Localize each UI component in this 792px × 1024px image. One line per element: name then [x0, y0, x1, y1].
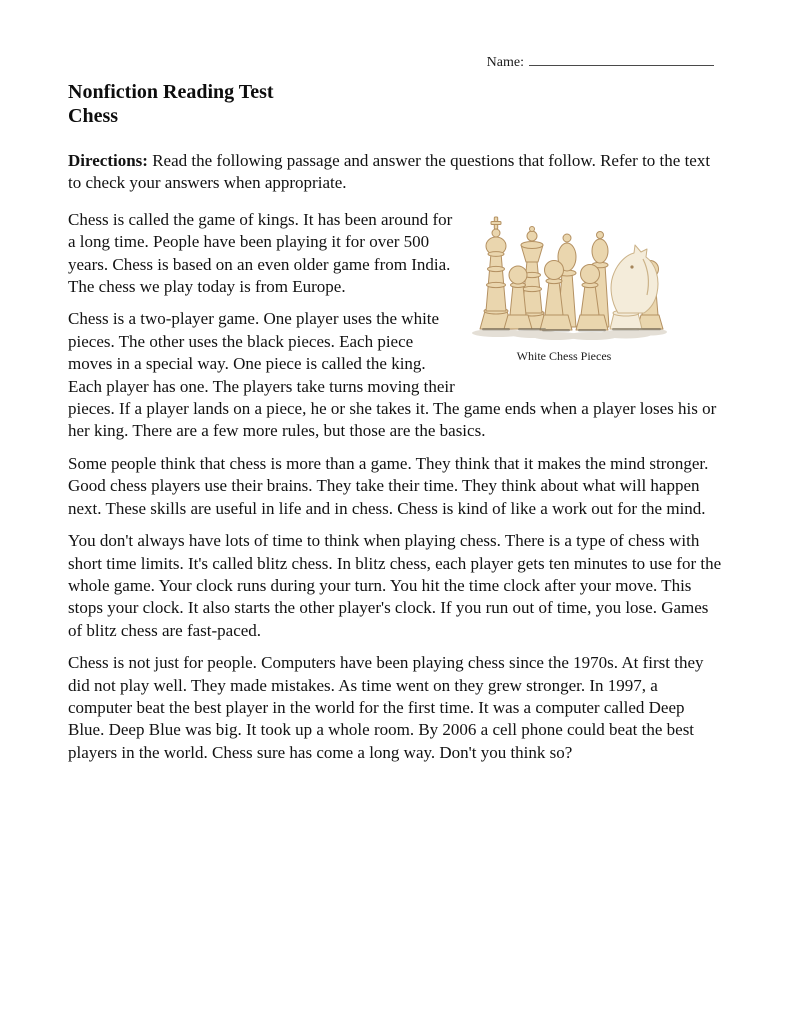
name-row	[68, 52, 714, 72]
chess-pieces-image	[472, 209, 722, 347]
passage-paragraph-3: Some people think that chess is more than a game. They think that it makes the mind stronger. Good chess players use their brains. They take their time. They think about what will happen next. These skills are useful in life and in chess. Chess is kind of like a work out for the mind.	[68, 453, 709, 518]
name-label: Name:	[486, 55, 524, 70]
directions-text: Read the following passage and answer the questions that follow. Refer to the text to check your answers when appropriate.	[68, 151, 711, 193]
photo-caption: White Chess Pieces	[516, 348, 612, 363]
name-blank-line	[529, 52, 714, 66]
page-title: Nonfiction Reading Test	[68, 81, 274, 103]
passage-paragraph-1: Chess is called the game of kings. It has been around for a long time. People have been playing it for over 500 years. Chess is based on an even older game from India. The chess we play today is from Europe.	[68, 209, 453, 297]
passage-paragraph-4: You don't always have lots of time to think when playing chess. There is a type of chess with short time limits. It's called blitz chess. In blitz chess, each player gets ten minutes to use for the whole game. Your clock runs during your turn. You hit the time clock after your move. This stops your clock. It also starts the other player's clock. If you run out of time, you lose. Games of blitz chess are fast-paced.	[68, 531, 722, 640]
title-block	[68, 80, 722, 128]
passage	[68, 209, 722, 764]
directions	[68, 150, 722, 195]
page-subtitle: Chess	[68, 105, 119, 127]
passage-paragraph-5: Chess is not just for people. Computers have been playing chess since the 1970s. At first they did not play well. They made mistakes. As time went on they grew stronger. In 1997, a computer beat the best player in the world for the first time. It was a computer called Deep Blue. Deep Blue was big. It took up a whole room. By 2006 a cell phone could beat the best players in the world. Chess sure has come a long way. Don't you think so?	[68, 653, 704, 762]
passage-paragraph-2: Chess is a two-player game. One player uses the white pieces. The other uses the black pieces. Each piece moves in a special way. One piece is called the king. Each player has one. The players take turns moving their pieces. If a player lands on a piece, he or she takes it. The game ends when a player loses his or her king. There are a few more rules, but those are the basics.	[68, 309, 717, 441]
directions-label: Directions:	[68, 151, 148, 170]
passage-photo	[472, 209, 722, 364]
king-piece	[480, 217, 512, 329]
